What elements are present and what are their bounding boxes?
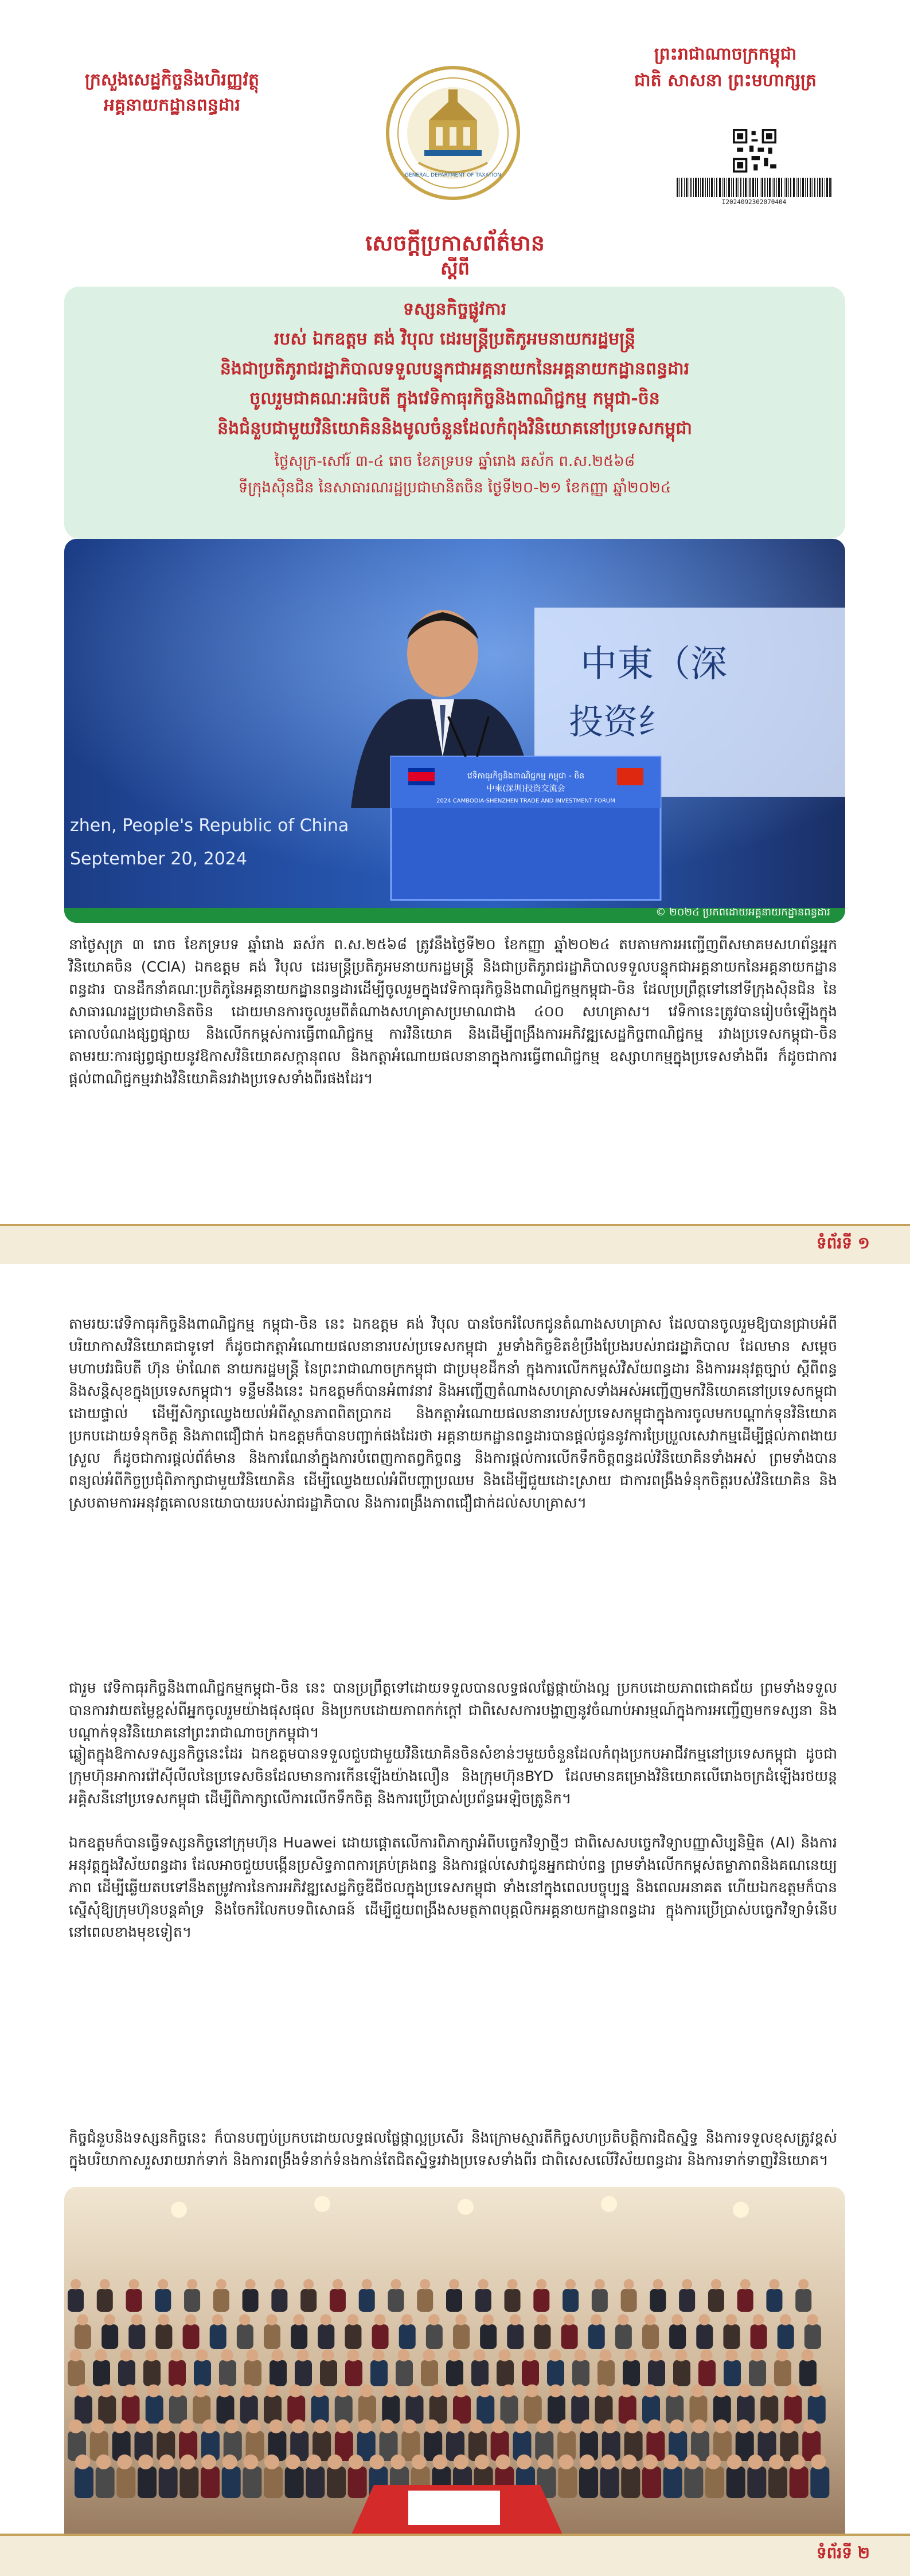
press-release-title: សេចក្តីប្រកាសព័ត៌មាន	[365, 230, 545, 256]
paragraph-3: ជារួម វេទិកាធុរកិច្ចនិងពាណិជ្ជកម្មកម្ពុជា-ចិន នេះ បានប្រព្រឹត្តទៅដោយទទួលបានលទ្ធផលផ្លែផ្កាយ៉ាងល្អ ប្រកបដោយភាពជោគជ័យ ព្រមទាំងទទួលបានការវាយតម្លៃខ្ពស់ពីអ្នកចូលរួមយ៉ាងផុសផុល និងប្រកបដោយភាពកក់ក្តៅ ជាពិសេសការបង្ហាញនូវចំណាប់អារម្មណ៍ក្នុងការអញ្ជើញមកទស្សនា និងបណ្តាក់ទុនវិនិយោគនៅព្រះរាជាណាចក្រកម្ពុជា។	[69, 1680, 837, 1741]
paragraph-1: នាថ្ងៃសុក្រ ៣ រោច ខែភទ្របទ ឆ្នាំរោង ឆស័ក ព.ស.២៥៦៨ ត្រូវនឹងថ្ងៃទី២០ ខែកញ្ញា ឆ្នាំ២០២៤ តបតាមការអញ្ជើញពីសមាគមសហព័ន្ធអ្នកវិនិយោគចិន (CCIA) ឯកឧត្តម គង់ វិបុល ដេរមន្ត្រីប្រតិភូអមនាយករដ្ឋមន្ត្រី និងជាប្រតិភូរាជរដ្ឋាភិបាលទទួលបន្ទុកជាអគ្គនាយកនៃអគ្គនាយកដ្ឋានពន្ធដារ បានដឹកនាំគណៈប្រតិភូនៃអគ្គនាយកដ្ឋានពន្ធដារដើម្បីចូលរួមក្នុងវេទិកាធុរកិច្ចនិងពាណិជ្ជកម្មកម្ពុជា-ចិន ដែលប្រព្រឹត្តទៅនៅទីក្រុងស៊ិនជិន នៃសាធារណរដ្ឋប្រជាមានិតចិន ដោយមានការចូលរួមពីតំណាងសហគ្រាសប្រមាណជាង ៤០០ សហគ្រាស។ វេទិកានេះត្រូវបានរៀបចំឡើងក្នុងគោលបំណងផ្សព្វផ្សាយ និងលើកកម្ពស់ការធ្វើពាណិជ្ជកម្ម ការវិនិយោគ និងដើម្បីពង្រឹងការអភិវឌ្ឍសេដ្ឋកិច្ចពាណិជ្ជកម្ម រវាងប្រទេសកម្ពុជា-ចិន តាមរយៈការផ្សព្វផ្សាយនូវឱកាសវិនិយោគសក្តានុពល និងកត្តាអំណោយផលនានាក្នុងការធ្វើពាណិជ្ជកម្ម ឧស្សាហកម្មក្នុងប្រទេសទាំងពីរ ក៏ដូចជាការផ្តល់ពាណិជ្ជកម្មរវាងវិនិយោគិនរវាងប្រទេសទាំងពីរផងដែរ។	[69, 936, 837, 1087]
page-footer-band-1	[0, 1224, 910, 1264]
svg-text:September 20, 2024: September 20, 2024	[70, 849, 247, 869]
svg-text:中柬(深圳)投资交流会: 中柬(深圳)投资交流会	[486, 784, 565, 793]
national-motto: ជាតិ សាសនា ព្រះមហាក្សត្រ	[634, 71, 817, 91]
kingdom-name: ព្រះរាជាណាចក្រកម្ពុជា	[654, 44, 797, 64]
group-photo-graphic	[64, 2187, 845, 2574]
ministry-header	[69, 68, 275, 118]
svg-text:投资纟: 投资纟	[569, 702, 672, 742]
paragraph-6: កិច្ចជំនួបនិងទស្សនកិច្ចនេះ ក៏បានបញ្ចប់ប្រកបដោយលទ្ធផលផ្លែផ្កាល្អប្រសើរ និងក្រោមស្មារតីកិច្ចសហប្រតិបត្តិការជិតស្និទ្ធ និងការទទួលខុសត្រូវខ្ពស់ ក្នុងបរិយាកាសរួសរាយរាក់ទាក់ និងការពង្រឹងទំនាក់ទំនងកាន់តែជិតស្និទ្ធរវាងប្រទេសទាំងពីរ ជាពិសេសលើវិស័យពន្ធដារ និងការទាក់ទាញវិនិយោគ។	[69, 2129, 837, 2168]
barcode-number: I2024092302070404	[721, 198, 787, 206]
event-title-line3: និងជាប្រតិភូរាជរដ្ឋាភិបាលទទួលបន្ទុកជាអគ្គនាយកនៃអគ្គនាយកដ្ឋានពន្ធដារ	[220, 359, 690, 379]
page-number-1: ទំព័រទី ១	[816, 1234, 870, 1252]
svg-text:中東（深: 中東（深	[580, 643, 727, 686]
qr-code-icon	[733, 129, 776, 173]
kingdom-header	[599, 41, 852, 94]
page-footer-band-2	[0, 2534, 910, 2576]
event-title-line5: និងជំនួបជាមួយវិនិយោគិននិងមូលចំនួនដែលកំពុងវិនិយោគនៅប្រទេសកម្ពុជា	[217, 418, 692, 439]
press-release-about: ស្តីពី	[440, 257, 470, 279]
event-title-line2: របស់ ឯកឧត្តម គង់ វិបុល ដេរមន្ត្រីប្រតិភូអមនាយករដ្ឋមន្ត្រី	[274, 329, 636, 349]
gdt-logo	[384, 64, 522, 202]
svg-text:2024 CAMBODIA-SHENZHEN TRADE A: 2024 CAMBODIA-SHENZHEN TRADE AND INVESTMENT FORUM	[436, 798, 615, 804]
department-name: អគ្គនាយកដ្ឋានពន្ធដារ	[103, 95, 241, 115]
group-photo	[64, 2187, 845, 2574]
speaker-photo	[64, 539, 845, 923]
event-title-box	[64, 287, 845, 539]
event-title-line4: ចូលរួមជាគណៈអធិបតី ក្នុងវេទិកាធុរកិច្ចនិងពាណិជ្ជកម្ម កម្ពុជា-ចិន	[249, 389, 660, 409]
document-page-1	[0, 0, 910, 1264]
svg-text:វេទិកាធុរកិច្ចនិងពាណិជ្ជកម្ម ក: វេទិកាធុរកិច្ចនិងពាណិជ្ជកម្ម កម្ពុជា - ចិន	[467, 772, 585, 781]
barcode-icon	[677, 178, 831, 197]
event-place: ទីក្រុងស៊ិនជិន នៃសាធារណរដ្ឋប្រជាមានិតចិន ថ្ងៃទី២០-២១ ខែកញ្ញា ឆ្នាំ២០២៤	[238, 479, 671, 496]
photo-credit: © ២០២៤ ប្រភពដោយអគ្គនាយកដ្ឋានពន្ធដារ	[655, 906, 830, 918]
paragraph-2: តាមរយៈវេទិកាធុរកិច្ចនិងពាណិជ្ជកម្ម កម្ពុជា-ចិន នេះ ឯកឧត្តម គង់ វិបុល បានចែករំលែកជូនតំណាងសហគ្រាស ដែលបានចូលរួមឱ្យបានជ្រាបអំពីបរិយាកាសវិនិយោគជាទូទៅ ក៏ដូចជាកត្តាអំណោយផលនានារបស់ប្រទេសកម្ពុជា រួមទាំងកិច្ចខិតខំប្រឹងប្រែងរបស់រាជរដ្ឋាភិបាល ដែលមាន សម្តេចមហាបវរធិបតី ហ៊ុន ម៉ាណែត នាយករដ្ឋមន្ត្រី នៃព្រះរាជាណាចក្រកម្ពុជា ជាប្រមុខដឹកនាំ ក្នុងការលើកកម្ពស់វិស័យពន្ធដារ និងការអនុវត្តច្បាប់ ស្តីពីពន្ធ និងសន្តិសុខក្នុងប្រទេសកម្ពុជា។ ទន្ទឹមនឹងនេះ ឯកឧត្តមក៏បានអំពាវនាវ និងអញ្ជើញតំណាងសហគ្រាសទាំងអស់អញ្ជើញមកវិនិយោគនៅប្រទេសកម្ពុជាដោយផ្ទាល់ ដើម្បីសិក្សាឈ្វេងយល់អំពីស្ថានភាពពិតប្រាកដ និងកត្តាអំណោយផលនានារបស់ប្រទេសកម្ពុជាក្នុងការចូលមកបណ្តាក់ទុនវិនិយោគប្រកបដោយទំនុកចិត្ត និងភាពជឿជាក់ ឯកឧត្តមក៏បានបញ្ជាក់ផងដែរថា អគ្គនាយកដ្ឋានពន្ធដារបានផ្តល់ជូននូវការប្រែប្រួលសេវាកម្មដើម្បីផ្តល់ភាពងាយស្រួល ក៏ដូចជាការផ្តល់ព័ត៌មាន និងការណែនាំក្នុងការបំពេញកាតព្វកិច្ចពន្ធ និងការផ្តល់ការលើកទឹកចិត្តពន្ធដល់វិនិយោគិនទាំងអស់ ព្រមទាំងបានពន្យល់អំពីកិច្ចប្រជុំពិភាក្សាជាមួយវិនិយោគិន ដើម្បីឈ្វេងយល់អំពីបញ្ហាប្រឈម និងដើម្បីជួយដោះស្រាយ ជាការពង្រឹងទំនុកចិត្តរបស់វិនិយោគិន និងស្របតាមការអនុវត្តគោលនយោបាយរបស់រាជរដ្ឋាភិបាល និងការពង្រឹងភាពជឿជាក់ដល់សហគ្រាស។	[69, 1316, 837, 1511]
page-number-2: ទំព័រទី ២	[816, 2543, 870, 2562]
speaker-photo-graphic	[64, 539, 845, 923]
ministry-name: ក្រសួងសេដ្ឋកិច្ចនិងហិរញ្ញវត្ថុ	[84, 70, 260, 90]
svg-text:zhen, People's Republic of Chi: zhen, People's Republic of China	[70, 816, 349, 836]
event-date: ថ្ងៃសុក្រ-សៅរ៍ ៣-៤ រោច ខែភទ្របទ ឆ្នាំរោង ឆស័ក ព.ស.២៥៦៨	[274, 453, 635, 470]
paragraph-5: ឯកឧត្តមក៏បានធ្វើទស្សនកិច្ចនៅក្រុមហ៊ុន Huawei ដោយផ្តោតលើការពិភាក្សាអំពីបច្ចេកវិទ្យាថ្មីៗ ជាពិសេសបច្ចេកវិទ្យាបញ្ញាសិប្បនិម្មិត (AI) និងការអនុវត្តក្នុងវិស័យពន្ធដារ ដែលអាចជួយបង្កើនប្រសិទ្ធភាពការគ្រប់គ្រងពន្ធ និងការផ្តល់សេវាជូនអ្នកជាប់ពន្ធ ព្រមទាំងលើកកម្ពស់តម្លាភាពនិងគណនេយ្យភាព ដើម្បីឆ្លើយតបទៅនឹងតម្រូវការនៃការអភិវឌ្ឍសេដ្ឋកិច្ចឌីជីថលក្នុងប្រទេសកម្ពុជា ទាំងនៅក្នុងពេលបច្ចុប្បន្ន និងពេលអនាគត ហើយឯកឧត្តមក៏បានស្នើសុំឱ្យក្រុមហ៊ុនបន្តគាំទ្រ និងចែករំលែកបទពិសោធន៍ ដើម្បីជួយពង្រឹងសមត្ថភាពបុគ្គលិកអគ្គនាយកដ្ឋានពន្ធដារ ក្នុងការប្រើប្រាស់បច្ចេកវិទ្យាទំនើបនៅពេលខាងមុខទៀត។	[69, 1834, 837, 1940]
paragraph-4: ឆ្លៀតក្នុងឱកាសទស្សនកិច្ចនេះដែរ ឯកឧត្តមបានទទួលជួបជាមួយវិនិយោគិនចិនសំខាន់ៗមួយចំនួនដែលកំពុងប្រកបអាជីវកម្មនៅប្រទេសកម្ពុជា ដូចជាក្រុមហ៊ុនអាការរ៉ៅស៊ីលីលនៃប្រទេសចិនដែលមានការកើនឡើងយ៉ាងលឿន និងក្រុមហ៊ុនBYD ដែលមានគម្រោងវិនិយោគលើរោងចក្រដំឡើងរថយន្តអគ្គិសនីនៅប្រទេសកម្ពុជា ដើម្បីពិភាក្សាលើការលើកទឹកចិត្ត និងការប្រើប្រាស់ប្រព័ន្ធអេឡិចត្រូនិក។	[69, 1745, 837, 1807]
event-title-line1: ទស្សនកិច្ចផ្លូវការ	[403, 299, 507, 319]
svg-text:GENERAL DEPARTMENT OF TAXATION: GENERAL DEPARTMENT OF TAXATION	[405, 173, 501, 178]
